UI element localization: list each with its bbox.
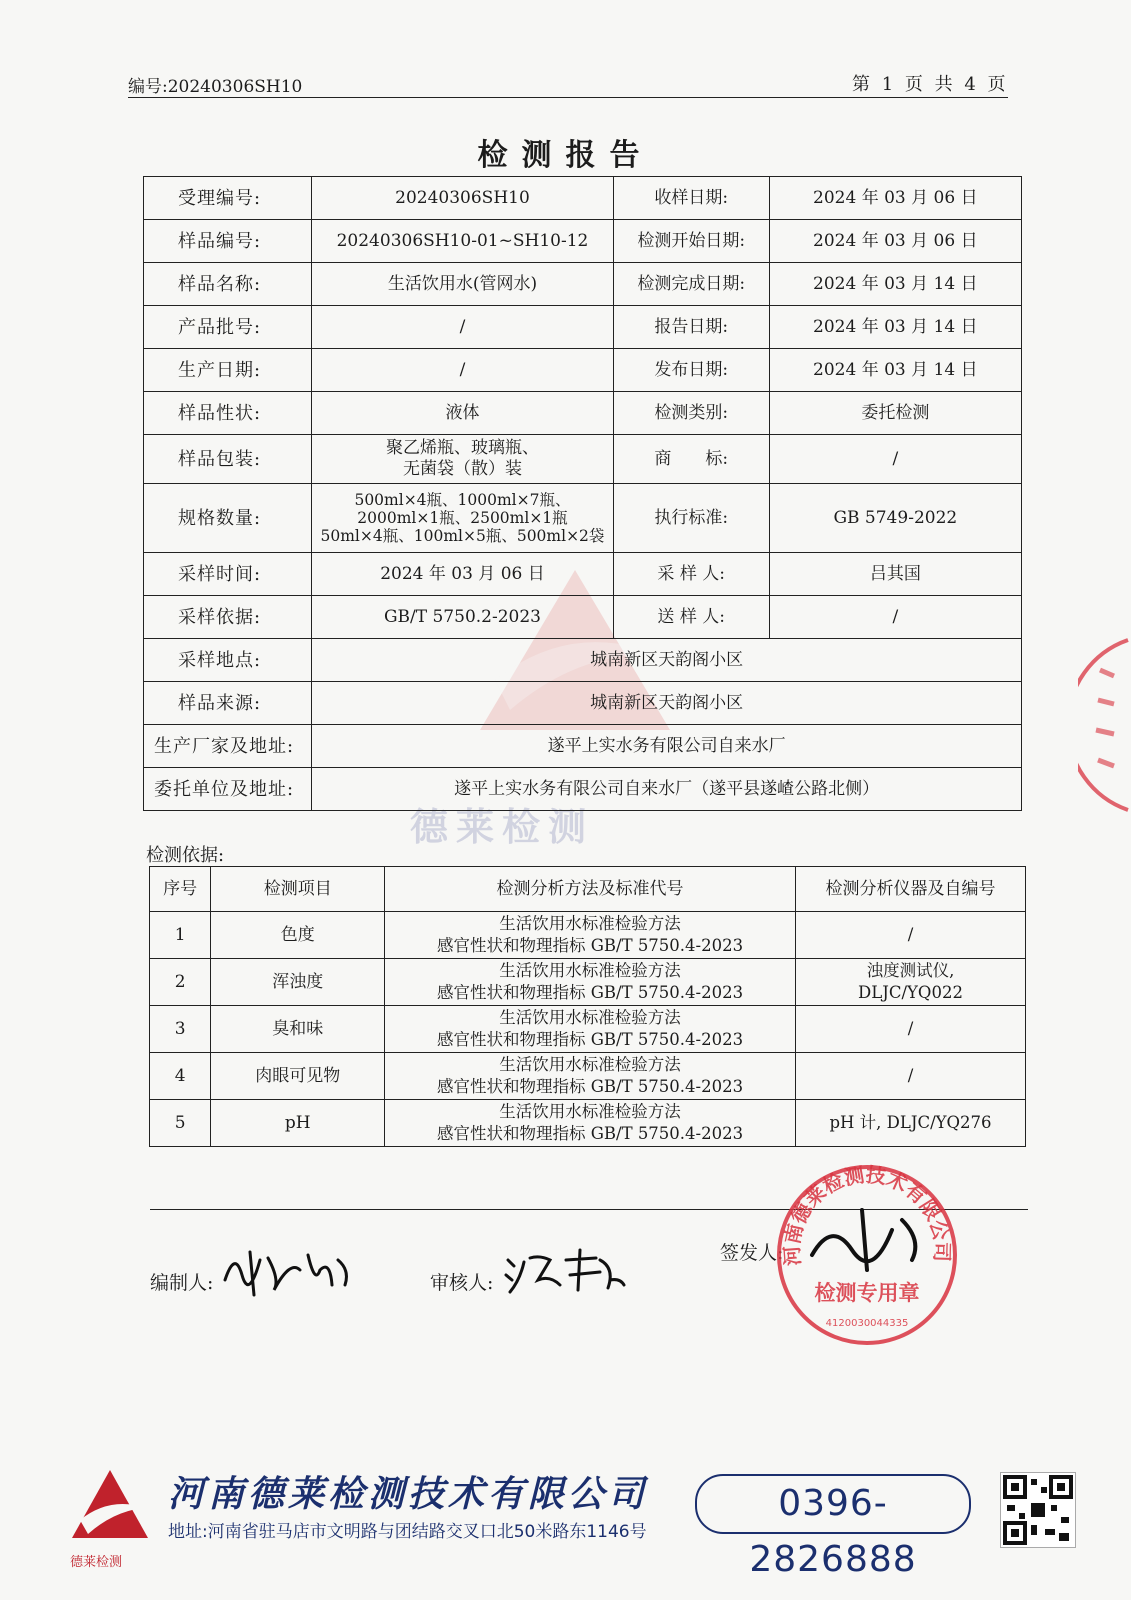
standard-value: GB 5749-2022 — [769, 484, 1021, 553]
sample-no-value: 20240306SH10-01~SH10-12 — [312, 220, 614, 263]
sampler-value: 吕其国 — [769, 553, 1021, 596]
table-row — [144, 349, 1022, 392]
table-row — [150, 1006, 1026, 1053]
logo-caption: 德莱检测 — [70, 1555, 123, 1570]
method-line: 感官性状和物理指标 GB/T 5750.4-2023 — [436, 936, 744, 955]
table-row — [144, 596, 1022, 639]
table-row — [144, 177, 1022, 220]
instrument-line: / — [907, 1066, 914, 1085]
table-row — [144, 392, 1022, 435]
batch-value: / — [312, 306, 614, 349]
issuer-label: 签发人: — [720, 1242, 784, 1264]
location-value: 城南新区天韵阁小区 — [312, 639, 1022, 682]
sampling-time-value: 2024 年 03 月 06 日 — [312, 553, 614, 596]
column-header: 序号 — [150, 867, 211, 912]
table-row — [150, 1053, 1026, 1100]
test-end-label: 检测完成日期: — [613, 263, 769, 306]
table-row — [144, 435, 1022, 484]
spec-label: 规格数量: — [144, 484, 312, 553]
row-item: 臭和味 — [211, 1006, 385, 1053]
manufacturer-label: 生产厂家及地址: — [144, 725, 312, 768]
row-no: 1 — [150, 912, 211, 959]
report-date-value: 2024 年 03 月 14 日 — [769, 306, 1021, 349]
column-header: 检测项目 — [211, 867, 385, 912]
brand-value: / — [769, 435, 1021, 484]
instrument-line: / — [907, 1019, 914, 1038]
row-item: pH — [211, 1100, 385, 1147]
table-row — [144, 725, 1022, 768]
sampler-label: 采 样 人: — [613, 553, 769, 596]
column-header: 检测分析方法及标准代号 — [385, 867, 796, 912]
location-label: 采样地点: — [144, 639, 312, 682]
test-start-label: 检测开始日期: — [613, 220, 769, 263]
svg-text:4120030044335: 4120030044335 — [825, 1318, 909, 1329]
method-line: 感官性状和物理指标 GB/T 5750.4-2023 — [436, 983, 744, 1002]
watermark-text: 德莱检测 — [410, 805, 595, 849]
table-row — [150, 1100, 1026, 1147]
row-method — [385, 1006, 796, 1053]
reviewer-label: 审核人: — [430, 1272, 494, 1294]
row-instrument — [796, 912, 1026, 959]
receive-date-value: 2024 年 03 月 06 日 — [769, 177, 1021, 220]
row-item: 色度 — [211, 912, 385, 959]
preparer-label: 编制人: — [150, 1272, 214, 1294]
svg-text:河南德莱检测技术有限公司: 河南德莱检测技术有限公司 — [779, 1162, 955, 1267]
package-value — [312, 435, 614, 484]
table-row — [144, 484, 1022, 553]
method-line: 生活饮用水标准检验方法 — [499, 1055, 681, 1074]
table-header-row — [150, 867, 1026, 912]
prod-date-label: 生产日期: — [144, 349, 312, 392]
client-value: 遂平上实水务有限公司自来水厂（遂平县遂嵖公路北侧） — [312, 768, 1022, 811]
row-item: 浑浊度 — [211, 959, 385, 1006]
row-instrument — [796, 1006, 1026, 1053]
sampling-basis-value: GB/T 5750.2-2023 — [312, 596, 614, 639]
accept-no-label: 受理编号: — [144, 177, 312, 220]
manufacturer-value: 遂平上实水务有限公司自来水厂 — [312, 725, 1022, 768]
sample-info-table — [143, 176, 1022, 811]
standard-label: 执行标准: — [613, 484, 769, 553]
property-value: 液体 — [312, 392, 614, 435]
report-number: 编号:20240306SH10 — [128, 77, 303, 97]
company-phone: 0396-2826888 — [695, 1474, 971, 1534]
method-line: 生活饮用水标准检验方法 — [499, 961, 681, 980]
method-line: 感官性状和物理指标 GB/T 5750.4-2023 — [436, 1030, 744, 1049]
table-row — [144, 553, 1022, 596]
official-stamp-icon — [772, 1160, 962, 1350]
test-basis-table — [149, 866, 1026, 1147]
reviewer-signature-icon — [500, 1240, 630, 1300]
test-type-value: 委托检测 — [769, 392, 1021, 435]
prod-date-value: / — [312, 349, 614, 392]
sender-label: 送 样 人: — [613, 596, 769, 639]
table-row — [144, 306, 1022, 349]
source-label: 样品来源: — [144, 682, 312, 725]
row-method — [385, 1100, 796, 1147]
source-value: 城南新区天韵阁小区 — [312, 682, 1022, 725]
row-instrument — [796, 1053, 1026, 1100]
page-title: 检测报告 — [477, 138, 654, 173]
table-row — [150, 912, 1026, 959]
method-line: 感官性状和物理指标 GB/T 5750.4-2023 — [436, 1077, 744, 1096]
package-label: 样品包装: — [144, 435, 312, 484]
package-line: 聚乙烯瓶、玻璃瓶、 — [385, 438, 539, 458]
instrument-line: pH 计, DLJC/YQ276 — [829, 1113, 992, 1132]
row-item: 肉眼可见物 — [211, 1053, 385, 1100]
page-info: 第 1 页 共 4 页 — [852, 74, 1009, 95]
row-no: 2 — [150, 959, 211, 1006]
sample-no-label: 样品编号: — [144, 220, 312, 263]
test-type-label: 检测类别: — [613, 392, 769, 435]
row-method — [385, 912, 796, 959]
package-line: 无菌袋（散）装 — [402, 459, 522, 479]
company-name: 河南德莱检测技术有限公司 — [168, 1474, 649, 1515]
table-row — [144, 263, 1022, 306]
instrument-line: / — [907, 925, 914, 944]
brand-label: 商 标: — [613, 435, 769, 484]
sampling-basis-label: 采样依据: — [144, 596, 312, 639]
sample-name-value: 生活饮用水(管网水) — [312, 263, 614, 306]
row-method — [385, 1053, 796, 1100]
publish-date-value: 2024 年 03 月 14 日 — [769, 349, 1021, 392]
test-end-value: 2024 年 03 月 14 日 — [769, 263, 1021, 306]
row-no: 5 — [150, 1100, 211, 1147]
sender-value: / — [769, 596, 1021, 639]
row-no: 3 — [150, 1006, 211, 1053]
row-method — [385, 959, 796, 1006]
report-date-label: 报告日期: — [613, 306, 769, 349]
table-row — [144, 682, 1022, 725]
table-row — [144, 768, 1022, 811]
test-basis-label: 检测依据: — [146, 845, 225, 866]
edge-stamp-icon — [1078, 630, 1131, 820]
instrument-line: DLJC/YQ022 — [858, 983, 963, 1002]
method-line: 生活饮用水标准检验方法 — [499, 1008, 681, 1027]
instrument-line: 浊度测试仪, — [866, 961, 955, 980]
svg-text:检测专用章: 检测专用章 — [814, 1281, 920, 1305]
table-row — [144, 639, 1022, 682]
preparer-signature-icon — [220, 1240, 360, 1300]
header-divider — [128, 97, 1008, 98]
publish-date-label: 发布日期: — [613, 349, 769, 392]
company-logo-icon — [70, 1468, 150, 1548]
accept-no-value: 20240306SH10 — [312, 177, 614, 220]
client-label: 委托单位及地址: — [144, 768, 312, 811]
receive-date-label: 收样日期: — [613, 177, 769, 220]
company-address: 地址:河南省驻马店市文明路与团结路交叉口北50米路东1146号 — [168, 1522, 647, 1542]
column-header: 检测分析仪器及自编号 — [796, 867, 1026, 912]
table-row — [144, 220, 1022, 263]
method-line: 生活饮用水标准检验方法 — [499, 914, 681, 933]
row-instrument — [796, 959, 1026, 1006]
property-label: 样品性状: — [144, 392, 312, 435]
batch-label: 产品批号: — [144, 306, 312, 349]
test-start-value: 2024 年 03 月 06 日 — [769, 220, 1021, 263]
spec-line: 2000ml×1瓶、2500ml×1瓶 — [357, 509, 568, 527]
spec-line: 500ml×4瓶、1000ml×7瓶、 — [354, 491, 571, 509]
spec-line: 50ml×4瓶、100ml×5瓶、500ml×2袋 — [320, 527, 605, 545]
table-row — [150, 959, 1026, 1006]
sample-name-label: 样品名称: — [144, 263, 312, 306]
sampling-time-label: 采样时间: — [144, 553, 312, 596]
row-instrument — [796, 1100, 1026, 1147]
spec-value — [312, 484, 614, 553]
row-no: 4 — [150, 1053, 211, 1100]
method-line: 生活饮用水标准检验方法 — [499, 1102, 681, 1121]
method-line: 感官性状和物理指标 GB/T 5750.4-2023 — [436, 1124, 744, 1143]
qr-code-icon — [1000, 1472, 1076, 1548]
